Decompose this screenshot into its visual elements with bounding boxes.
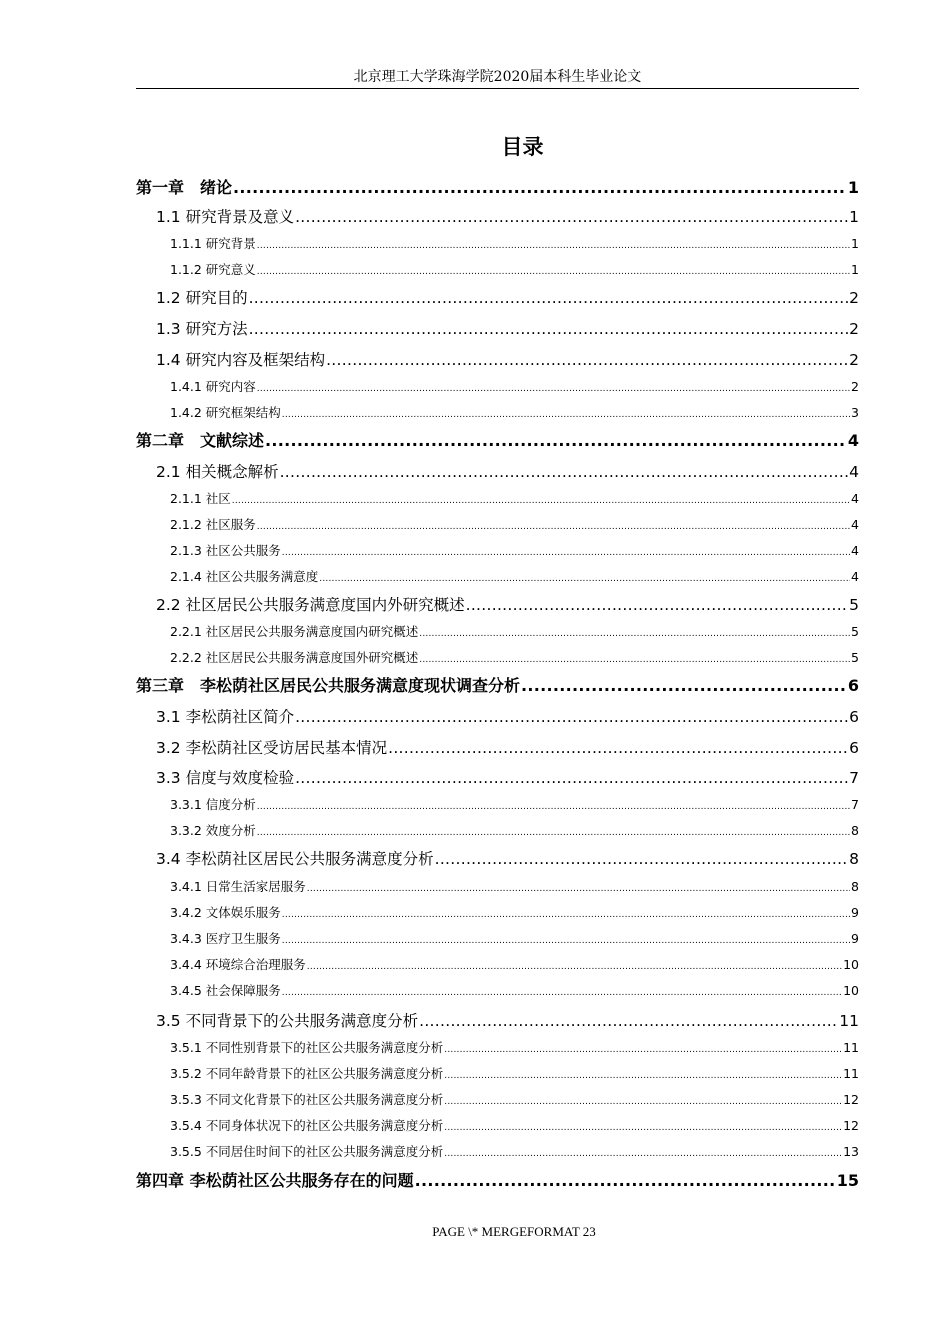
toc-entry-page-number: 6 [849, 739, 859, 757]
toc-entry[interactable] [170, 568, 859, 588]
toc-entry[interactable] [156, 461, 859, 483]
toc-entry-label: 2.2 社区居民公共服务满意度国内外研究概述 [156, 596, 465, 614]
toc-entry-label: 1.1.1 研究背景 [170, 236, 256, 251]
toc-entry-label: 3.4.2 文体娱乐服务 [170, 905, 281, 920]
toc-entry[interactable] [170, 649, 859, 669]
toc-entry[interactable] [170, 822, 859, 842]
toc-entry[interactable] [170, 1117, 859, 1137]
toc-entry-label: 3.5.4 不同身体状况下的社区公共服务满意度分析 [170, 1118, 444, 1133]
toc-entry-page-number: 1 [849, 208, 859, 226]
toc-entry-page-number: 2 [849, 351, 859, 369]
toc-dot-leader [282, 984, 842, 1002]
toc-entry-label: 2.2.2 社区居民公共服务满意度国外研究概述 [170, 650, 419, 665]
toc-entry-page-number: 5 [851, 650, 859, 665]
toc-entry-label: 2.1 相关概念解析 [156, 463, 279, 481]
toc-dot-leader [249, 287, 849, 309]
toc-entry-label: 3.1 李松荫社区简介 [156, 708, 295, 726]
toc-dot-leader [282, 932, 850, 950]
toc-entry-page-number: 10 [843, 957, 859, 972]
toc-entry-label: 1.1.2 研究意义 [170, 262, 256, 277]
toc-entry[interactable] [170, 930, 859, 950]
toc-entry-page-number: 2 [849, 320, 859, 338]
toc-entry[interactable] [170, 1091, 859, 1111]
toc-entry[interactable] [156, 349, 859, 371]
toc-dot-leader [326, 349, 848, 371]
toc-entry-page-number: 8 [851, 879, 859, 894]
toc-entry-page-number: 4 [849, 463, 859, 481]
toc-dot-leader [257, 798, 850, 816]
toc-entry[interactable] [156, 206, 859, 228]
toc-entry[interactable] [170, 904, 859, 924]
toc-entry-page-number: 11 [839, 1012, 859, 1030]
toc-dot-leader [466, 594, 849, 616]
toc-dot-leader [282, 544, 850, 562]
toc-dot-leader [415, 1170, 836, 1192]
toc-entry-label: 3.5.2 不同年龄背景下的社区公共服务满意度分析 [170, 1066, 444, 1081]
toc-entry[interactable] [170, 516, 859, 536]
toc-entry-page-number: 5 [849, 596, 859, 614]
toc-entry[interactable] [136, 177, 859, 199]
toc-entry[interactable] [156, 594, 859, 616]
toc-entry-page-number: 9 [851, 931, 859, 946]
toc-dot-leader [233, 177, 847, 199]
toc-entry-label: 3.5 不同背景下的公共服务满意度分析 [156, 1012, 419, 1030]
toc-dot-leader [232, 492, 850, 510]
toc-entry-label: 2.1.1 社区 [170, 491, 231, 506]
toc-entry-page-number: 1 [851, 262, 859, 277]
toc-entry-label: 1.2 研究目的 [156, 289, 248, 307]
toc-entry[interactable] [136, 675, 859, 697]
toc-entry-label: 3.4.3 医疗卫生服务 [170, 931, 281, 946]
toc-entry[interactable] [170, 235, 859, 255]
toc-entry-label: 3.5.1 不同性别背景下的社区公共服务满意度分析 [170, 1040, 444, 1055]
toc-entry[interactable] [170, 490, 859, 510]
toc-dot-leader [435, 848, 849, 870]
toc-entry[interactable] [170, 982, 859, 1002]
toc-entry-label: 2.2.1 社区居民公共服务满意度国内研究概述 [170, 624, 419, 639]
toc-dot-leader [265, 430, 847, 452]
toc-entry[interactable] [170, 796, 859, 816]
toc-entry-page-number: 7 [849, 769, 859, 787]
toc-entry-label: 第三章 李松荫社区居民公共服务满意度现状调查分析 [136, 676, 521, 695]
toc-entry-label: 3.4.5 社会保障服务 [170, 983, 281, 998]
toc-entry-page-number: 2 [851, 379, 859, 394]
toc-entry-label: 3.4.4 环境综合治理服务 [170, 957, 306, 972]
toc-dot-leader [388, 737, 848, 759]
toc-entry[interactable] [156, 767, 859, 789]
toc-entry[interactable] [170, 1039, 859, 1059]
toc-entry-label: 3.3.1 信度分析 [170, 797, 256, 812]
toc-entry-page-number: 4 [847, 431, 859, 450]
toc-entry[interactable] [170, 623, 859, 643]
toc-dot-leader [295, 206, 848, 228]
toc-entry-page-number: 2 [849, 289, 859, 307]
toc-dot-leader [444, 1041, 842, 1059]
toc-entry-label: 1.4.1 研究内容 [170, 379, 256, 394]
toc-dot-leader [307, 880, 850, 898]
toc-dot-leader [521, 675, 847, 697]
toc-entry-label: 2.1.4 社区公共服务满意度 [170, 569, 319, 584]
toc-entry-page-number: 6 [847, 676, 859, 695]
toc-dot-leader [444, 1093, 842, 1111]
toc-entry-page-number: 8 [849, 850, 859, 868]
toc-entry[interactable] [170, 378, 859, 398]
toc-entry-label: 1.3 研究方法 [156, 320, 248, 338]
toc-entry[interactable] [156, 287, 859, 309]
header-rule [136, 88, 859, 89]
toc-title: 目录 [501, 135, 544, 159]
toc-entry-label: 2.1.3 社区公共服务 [170, 543, 281, 558]
toc-entry-page-number: 13 [843, 1144, 859, 1159]
toc-dot-leader [257, 824, 850, 842]
toc-dot-leader [444, 1067, 842, 1085]
toc-entry-label: 3.3 信度与效度检验 [156, 769, 295, 787]
toc-entry[interactable] [136, 430, 859, 452]
toc-entry[interactable] [170, 1143, 859, 1163]
toc-entry-page-number: 4 [851, 491, 859, 506]
toc-entry[interactable] [156, 737, 859, 759]
toc-dot-leader [249, 318, 849, 340]
toc-dot-leader [444, 1119, 842, 1137]
toc-entry-page-number: 1 [847, 178, 859, 197]
toc-dot-leader [280, 461, 849, 483]
toc-entry-label: 第四章 李松荫社区公共服务存在的问题 [136, 1171, 414, 1190]
toc-entry-label: 1.4.2 研究框架结构 [170, 405, 281, 420]
toc-entry-label: 3.5.5 不同居住时间下的社区公共服务满意度分析 [170, 1144, 444, 1159]
toc-entry-page-number: 7 [851, 797, 859, 812]
toc-entry-label: 3.2 李松荫社区受访居民基本情况 [156, 739, 388, 757]
toc-entry[interactable] [170, 542, 859, 562]
toc-entry-label: 第二章 文献综述 [136, 431, 265, 450]
toc-dot-leader [257, 237, 850, 255]
toc-entry[interactable] [170, 956, 859, 976]
toc-dot-leader [444, 1145, 842, 1163]
toc-entry-page-number: 11 [843, 1066, 859, 1081]
toc-entry-label: 1.1 研究背景及意义 [156, 208, 295, 226]
toc-entry-label: 3.4.1 日常生活家居服务 [170, 879, 306, 894]
toc-entry[interactable] [170, 404, 859, 424]
toc-entry-page-number: 12 [843, 1118, 859, 1133]
toc-entry-page-number: 4 [851, 517, 859, 532]
toc-entry-label: 3.3.2 效度分析 [170, 823, 256, 838]
toc-dot-leader [295, 706, 848, 728]
toc-dot-leader [295, 767, 848, 789]
toc-entry[interactable] [156, 1010, 859, 1032]
toc-entry-page-number: 15 [836, 1171, 859, 1190]
toc-entry[interactable] [156, 848, 859, 870]
toc-entry[interactable] [136, 1170, 859, 1192]
toc-entry[interactable] [156, 706, 859, 728]
toc-dot-leader [282, 906, 850, 924]
toc-entry[interactable] [156, 318, 859, 340]
toc-dot-leader [282, 406, 850, 424]
toc-dot-leader [319, 570, 850, 588]
toc-entry-page-number: 1 [851, 236, 859, 251]
toc-entry-label: 3.4 李松荫社区居民公共服务满意度分析 [156, 850, 434, 868]
toc-entry-page-number: 12 [843, 1092, 859, 1107]
toc-entry-label: 第一章 绪论 [136, 178, 233, 197]
toc-dot-leader [257, 518, 850, 536]
toc-entry-page-number: 6 [849, 708, 859, 726]
toc-entry-page-number: 8 [851, 823, 859, 838]
toc-dot-leader [257, 263, 850, 281]
toc-entry-page-number: 5 [851, 624, 859, 639]
toc-entry-label: 1.4 研究内容及框架结构 [156, 351, 326, 369]
toc-dot-leader [307, 958, 842, 976]
page-header: 北京理工大学珠海学院2020届本科生毕业论文 [353, 69, 642, 85]
toc-entry-label: 2.1.2 社区服务 [170, 517, 256, 532]
toc-entry-page-number: 3 [851, 405, 859, 420]
toc-entry-page-number: 11 [843, 1040, 859, 1055]
toc-entry[interactable] [170, 878, 859, 898]
toc-dot-leader [419, 651, 850, 669]
toc-entry-page-number: 9 [851, 905, 859, 920]
toc-entry-label: 3.5.3 不同文化背景下的社区公共服务满意度分析 [170, 1092, 444, 1107]
toc-dot-leader [419, 625, 850, 643]
toc-dot-leader [257, 380, 850, 398]
page-footer-field: PAGE \* MERGEFORMAT 23 [432, 1224, 596, 1239]
toc-entry[interactable] [170, 261, 859, 281]
toc-entry[interactable] [170, 1065, 859, 1085]
toc-entry-page-number: 10 [843, 983, 859, 998]
toc-dot-leader [419, 1010, 838, 1032]
toc-entry-page-number: 4 [851, 569, 859, 584]
toc-entry-page-number: 4 [851, 543, 859, 558]
